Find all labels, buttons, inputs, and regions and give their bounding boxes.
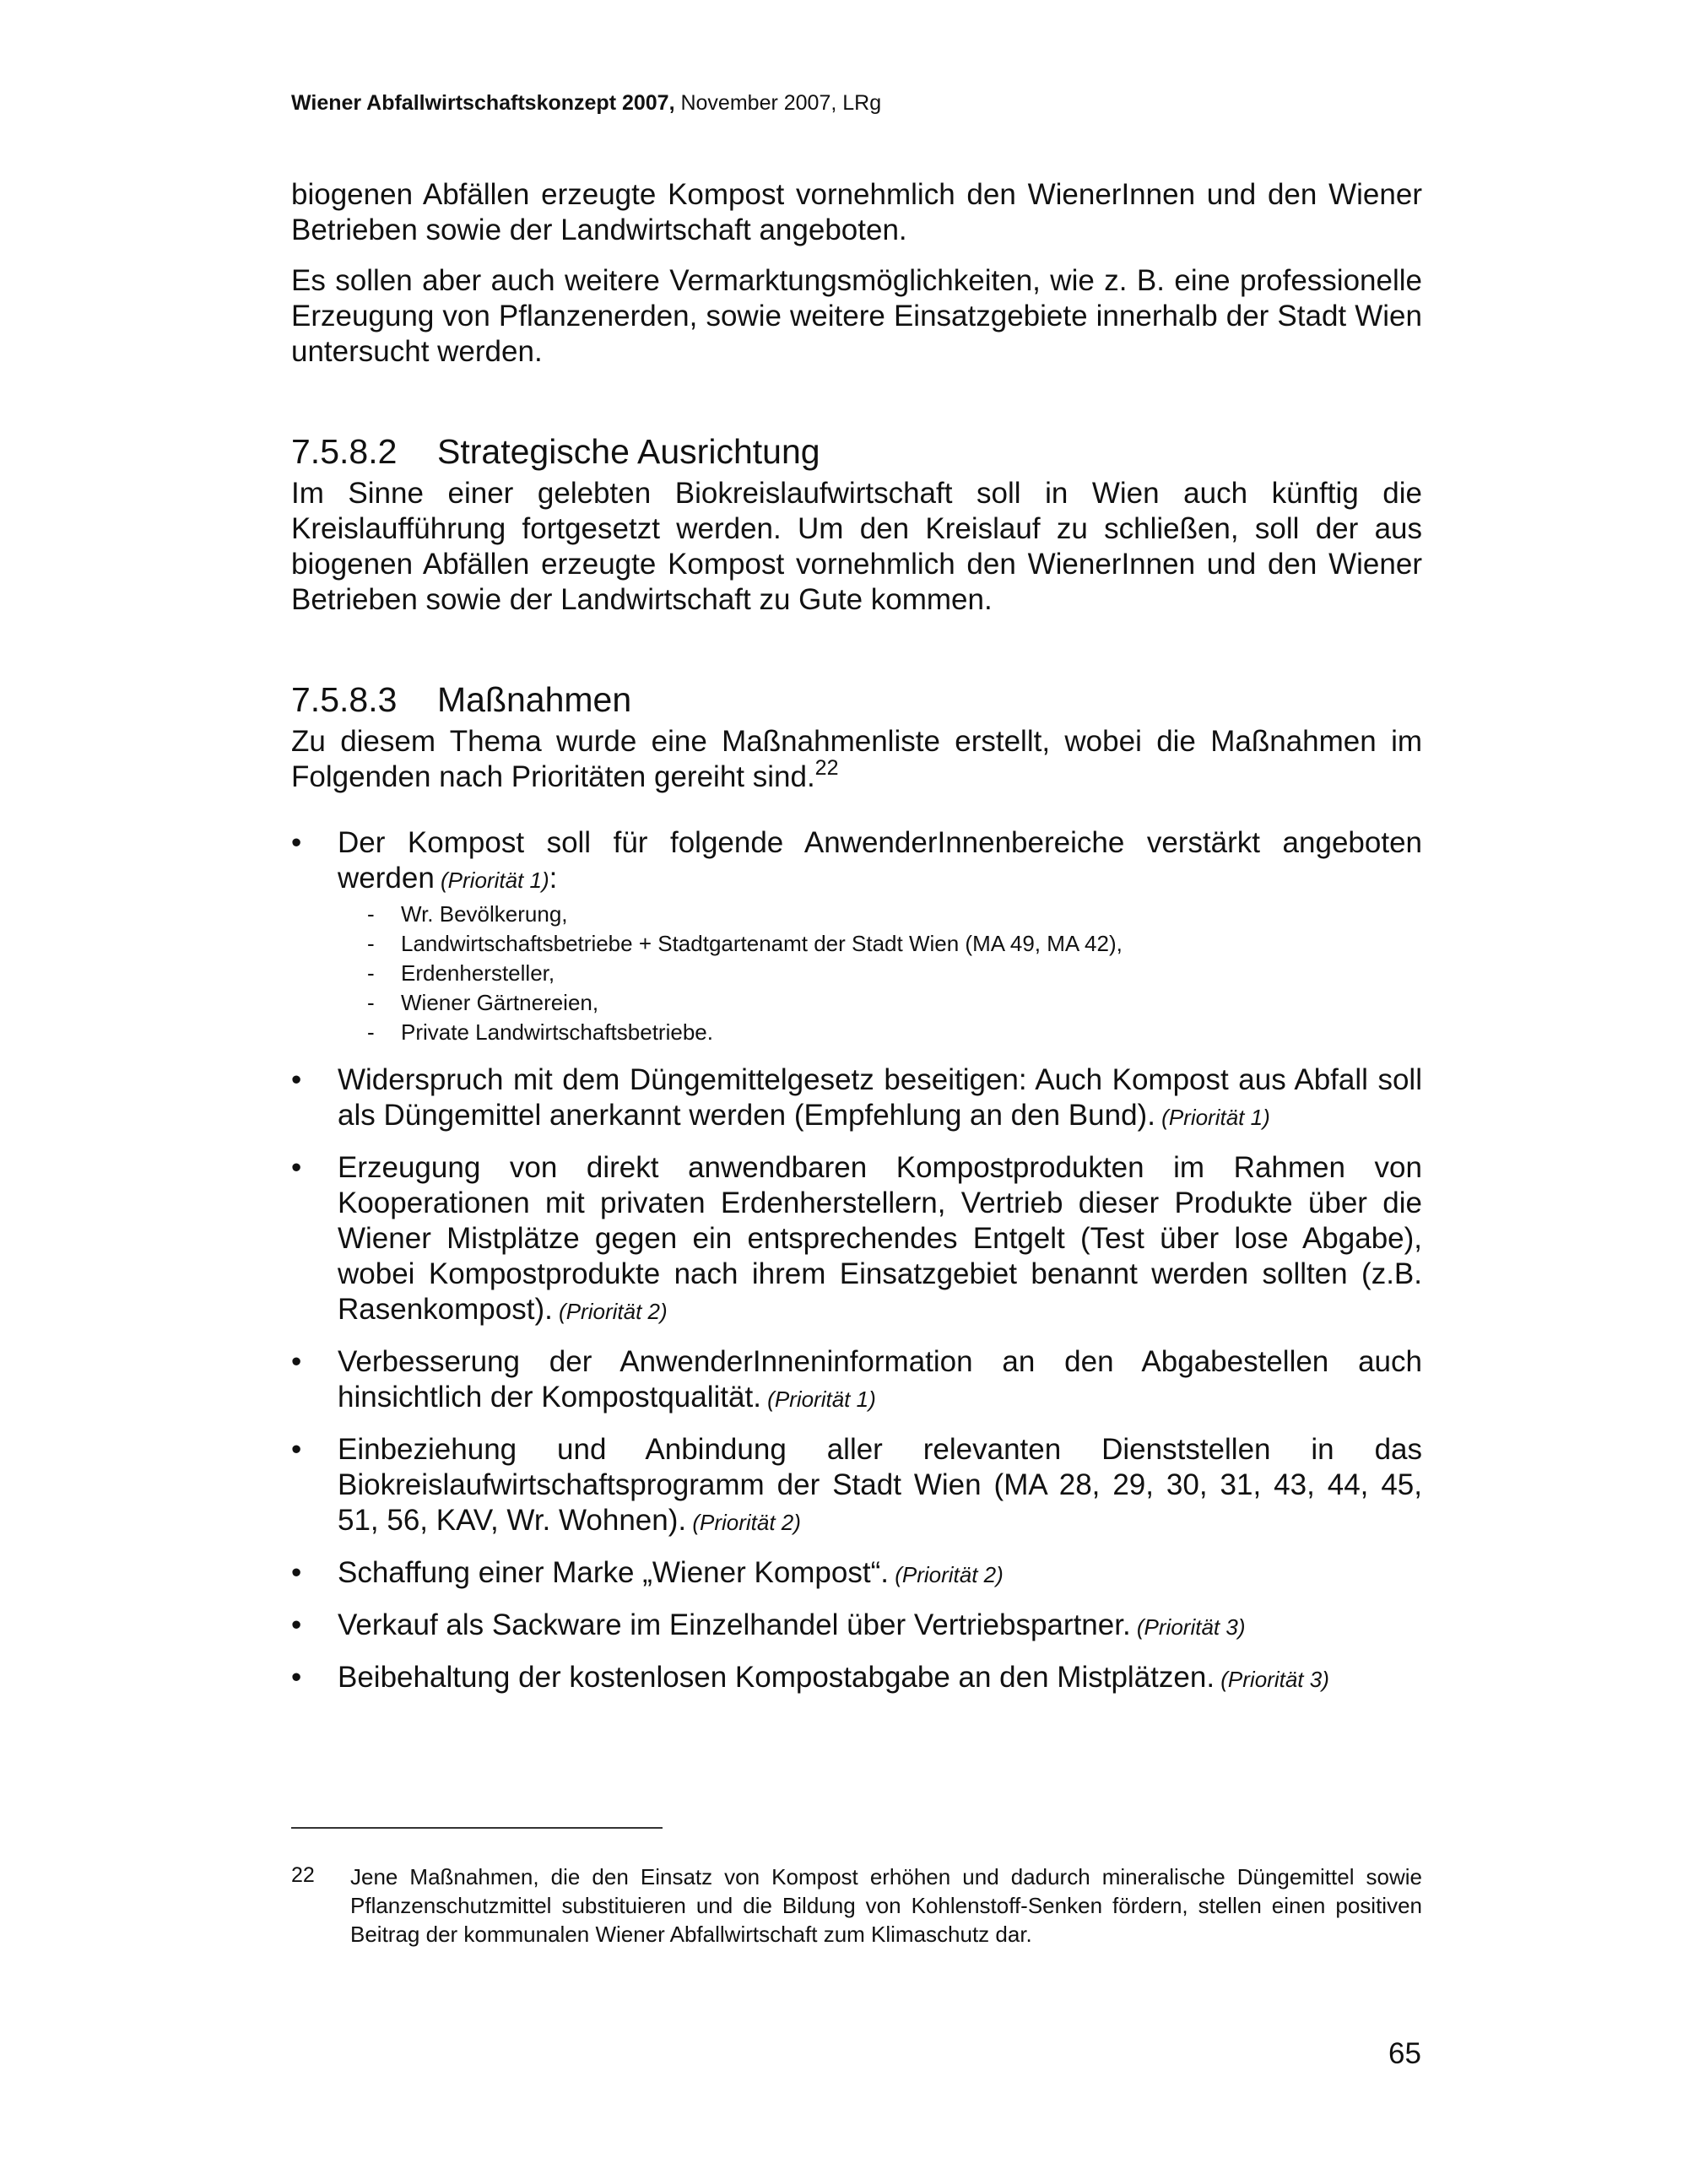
measure-suffix: :: [549, 862, 558, 895]
header-title-bold: Wiener Abfallwirtschaftskonzept 2007,: [291, 91, 675, 115]
list-item: [291, 1608, 1422, 1645]
bullet-marker: •: [291, 826, 302, 859]
priority-label: (Priorität 3): [1130, 1614, 1246, 1640]
dash-marker: -: [367, 931, 375, 956]
header-title-rest: November 2007, LRg: [674, 91, 882, 115]
bullet-marker: •: [291, 1661, 302, 1694]
section-heading-massnahmen: [291, 678, 1422, 721]
sub-item-text: Erdenhersteller,: [401, 960, 555, 986]
massnahmen-intro-text: Zu diesem Thema wurde eine Maßnahmenliste erstellt, wobei die Maßnahmen im Folgenden nach Prioritäten gereiht sind.: [291, 725, 1422, 793]
bullet-marker: •: [291, 1063, 302, 1096]
footnote: [291, 1862, 1422, 1949]
dash-marker: -: [367, 960, 375, 986]
priority-label: (Priorität 1): [1155, 1105, 1270, 1130]
sub-item-text: Wr. Bevölkerung,: [401, 901, 568, 927]
user-group-list: [338, 900, 1422, 1047]
measure-text: Schaffung einer Marke „Wiener Kompost“.: [338, 1556, 889, 1589]
list-item: [291, 1150, 1422, 1329]
priority-label: (Priorität 2): [552, 1299, 668, 1324]
sub-list-item: [338, 929, 1422, 959]
priority-label: (Priorität 2): [888, 1562, 1004, 1587]
priority-label: (Priorität 1): [760, 1387, 876, 1412]
measure-text: Beibehaltung der kostenlosen Kompostabgabe an den Mistplätzen.: [338, 1661, 1215, 1694]
page-number: 65: [1388, 2037, 1421, 2070]
list-item: [291, 1344, 1422, 1417]
sub-item-text: Private Landwirtschaftsbetriebe.: [401, 1019, 713, 1045]
list-item: [291, 825, 1422, 1047]
list-item: [291, 1062, 1422, 1135]
footnote-text: Jene Maßnahmen, die den Einsatz von Kompost erhöhen und dadurch mineralische Düngemittel sowie Pflanzenschutzmittel substituieren und die Bildung von Kohlenstoff-Senken fördern, stellen einen positiven Beitrag der kommunalen Wiener Abfallwirtschaft zum Klimaschutz dar.: [350, 1864, 1422, 1947]
measure-text: Erzeugung von direkt anwendbaren Kompostprodukten im Rahmen von Kooperationen mit privaten Erdenherstellern, Vertrieb dieser Produkte über die Wiener Mistplätze gegen ein entsprechendes Entgelt (Test über lose Abgabe), wobei Kompostprodukte nach ihrem Einsatzgebiet benannt werden sollten (z.B. Rasenkompost).: [338, 1151, 1422, 1326]
measure-text: Widerspruch mit dem Düngemittelgesetz beseitigen: Auch Kompost aus Abfall soll als Düngemittel anerkannt werden (Empfehlung an den Bund).: [338, 1063, 1422, 1132]
measure-text: Verkauf als Sackware im Einzelhandel über Vertriebspartner.: [338, 1608, 1131, 1641]
dash-marker: -: [367, 990, 375, 1015]
page-content: [291, 177, 1422, 1697]
section-number: 7.5.8.2: [291, 432, 398, 471]
dash-marker: -: [367, 901, 375, 927]
bullet-marker: •: [291, 1151, 302, 1184]
section-paragraph-massnahmen: [291, 724, 1422, 795]
section-paragraph-strategie: Im Sinne einer gelebten Biokreislaufwirtschaft soll in Wien auch künftig die Kreislaufführung fortgesetzt werden. Um den Kreislauf zu schließen, soll der aus biogenen Abfällen erzeugte Kompost vornehmlich den WienerInnen und den Wiener Betrieben sowie der Landwirtschaft zu Gute kommen.: [291, 477, 1422, 616]
sub-list-item: [338, 900, 1422, 929]
section-number: 7.5.8.3: [291, 680, 398, 719]
sub-list-item: [338, 959, 1422, 988]
list-item: [291, 1660, 1422, 1697]
footnote-divider: [291, 1827, 663, 1829]
footnote-reference[interactable]: 22: [814, 756, 839, 780]
bullet-marker: •: [291, 1556, 302, 1589]
intro-paragraph-2: Es sollen aber auch weitere Vermarktungsmöglichkeiten, wie z. B. eine professionelle Erzeugung von Pflanzenerden, sowie weitere Einsatzgebiete innerhalb der Stadt Wien untersucht werden.: [291, 264, 1422, 368]
measures-list: [291, 825, 1422, 1697]
section-heading-strategie: [291, 430, 1422, 473]
bullet-marker: •: [291, 1433, 302, 1466]
intro-paragraph-1: biogenen Abfällen erzeugte Kompost vornehmlich den WienerInnen und den Wiener Betrieben sowie der Landwirtschaft angeboten.: [291, 178, 1422, 246]
measure-text: Verbesserung der AnwenderInneninformation an den Abgabestellen auch hinsichtlich der Kompostqualität.: [338, 1345, 1422, 1414]
section-title: Strategische Ausrichtung: [437, 432, 820, 471]
bullet-marker: •: [291, 1608, 302, 1641]
priority-label: (Priorität 2): [686, 1510, 801, 1535]
priority-label: (Priorität 3): [1215, 1667, 1329, 1692]
section-title: Maßnahmen: [437, 680, 632, 719]
measure-text: Der Kompost soll für folgende AnwenderInnenbereiche verstärkt angeboten werden: [338, 826, 1422, 895]
sub-list-item: [338, 1018, 1422, 1047]
sub-list-item: [338, 988, 1422, 1018]
list-item: [291, 1555, 1422, 1592]
list-item: [291, 1432, 1422, 1540]
dash-marker: -: [367, 1019, 375, 1045]
running-header: [291, 89, 881, 116]
sub-item-text: Wiener Gärtnereien,: [401, 990, 599, 1015]
footnote-number: 22: [291, 1863, 315, 1887]
sub-item-text: Landwirtschaftsbetriebe + Stadtgartenamt der Stadt Wien (MA 49, MA 42),: [401, 931, 1123, 956]
measure-text: Einbeziehung und Anbindung aller relevanten Dienststellen in das Biokreislaufwirtschaftsprogramm der Stadt Wien (MA 28, 29, 30, 31, 43, 44, 45, 51, 56, KAV, Wr. Wohnen).: [338, 1433, 1422, 1537]
bullet-marker: •: [291, 1345, 302, 1378]
priority-label: (Priorität 1): [434, 868, 549, 893]
